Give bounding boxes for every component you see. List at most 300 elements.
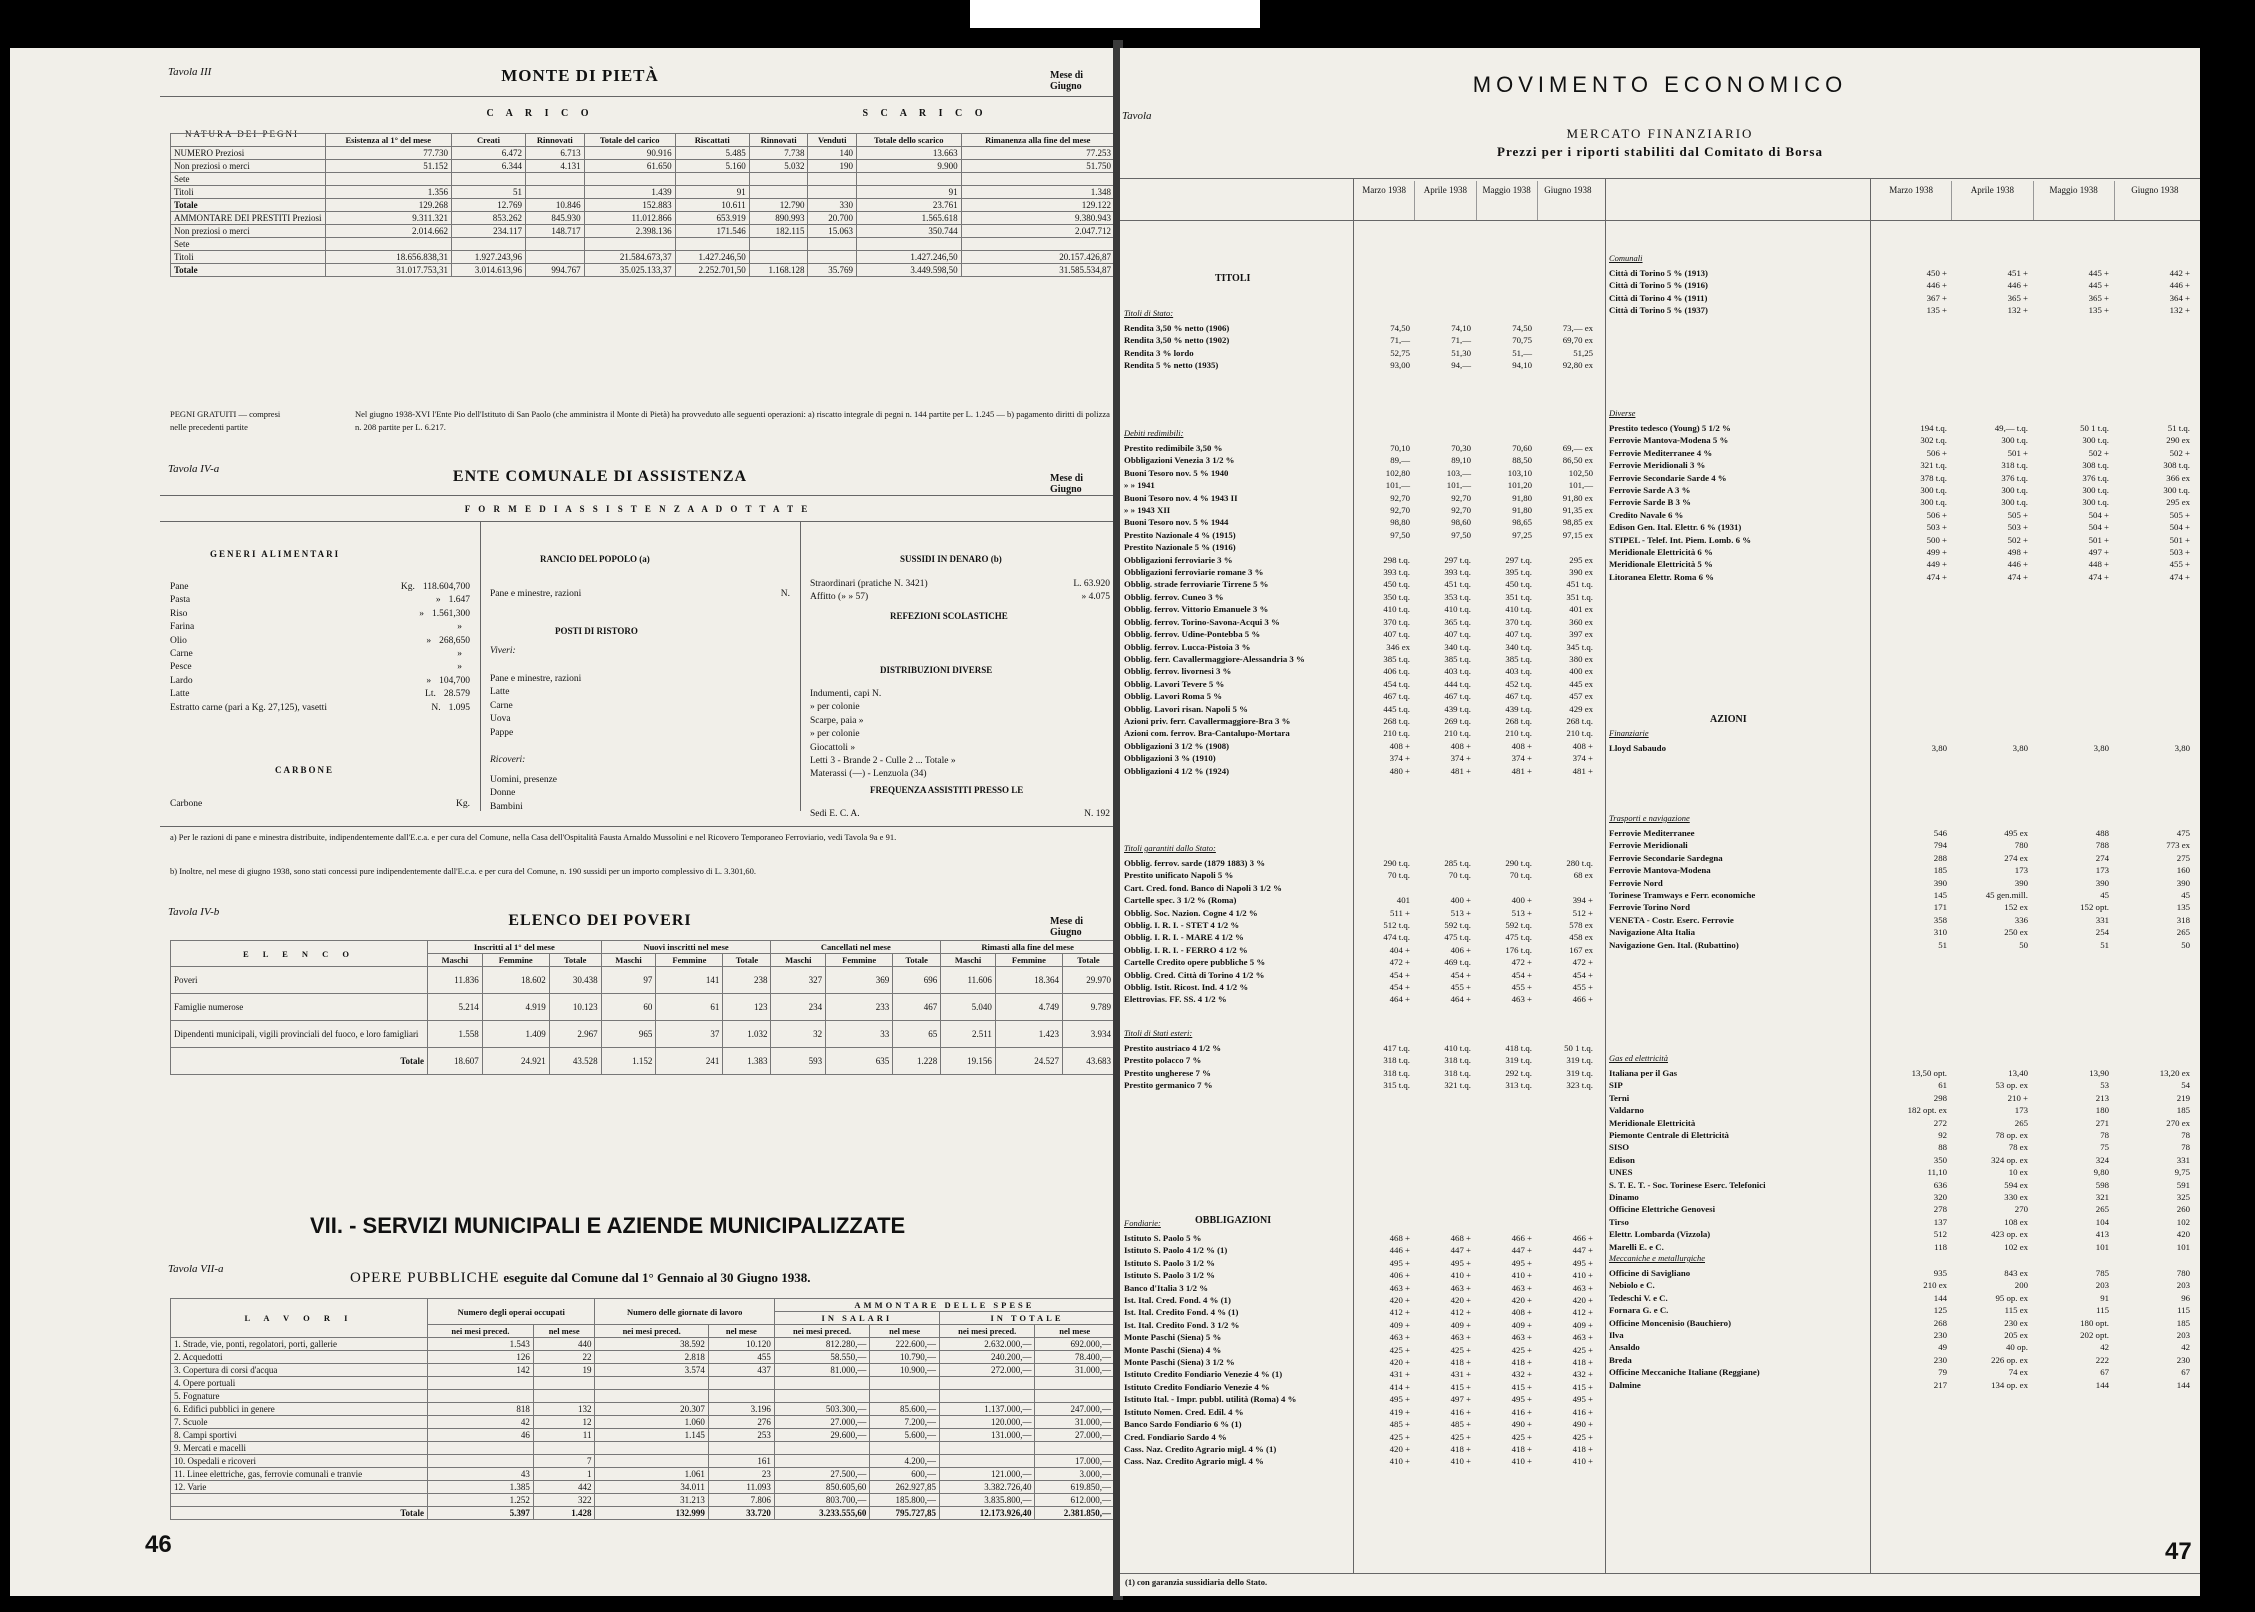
cell-value: 70,75 xyxy=(1512,335,1532,346)
cell-value: 853.262 xyxy=(451,212,525,225)
cell-value: 230 xyxy=(2176,1354,2190,1365)
cell-value: 512 xyxy=(1933,1229,1947,1240)
cell-value: 395 t.q. xyxy=(1505,567,1532,578)
row-label: Buoni Tesoro nov. 5 % 1940 xyxy=(1124,467,1229,478)
cell-value xyxy=(1414,541,1475,553)
cell-value: 182.115 xyxy=(749,225,808,238)
section xyxy=(1124,1218,1597,1468)
row-label: Ilva xyxy=(1609,1330,1624,1341)
table-row xyxy=(1609,484,2194,496)
cell-value: 308 t.q. xyxy=(2082,460,2109,471)
monte-scarico-header: S C A R I C O xyxy=(862,108,988,119)
cell-value: 2.014.662 xyxy=(325,225,451,238)
row-label: Monte Paschi (Siena) 4 % xyxy=(1124,1344,1222,1355)
table-row xyxy=(1124,1455,1597,1467)
row-label: Ist. Ital. Credito Fond. 3 1/2 % xyxy=(1124,1319,1240,1330)
cell-value: 43.528 xyxy=(549,1048,601,1075)
cell-value: 350 t.q. xyxy=(1383,591,1410,602)
poveri-group-1: Nuovi inscritti nel mese xyxy=(601,941,771,954)
cell-value: 429 ex xyxy=(1569,703,1593,714)
section xyxy=(1609,408,2194,583)
cell-value: 425 + xyxy=(1450,1344,1471,1355)
table-row xyxy=(1124,894,1597,906)
section-header: Finanziarie xyxy=(1609,728,1649,738)
cell-value: 31.585.534,87 xyxy=(961,264,1114,277)
ente-distrib-list xyxy=(810,688,1110,782)
row-label: Ist. Ital. Credito Fond. 4 % (1) xyxy=(1124,1307,1239,1318)
section xyxy=(1609,1053,2194,1253)
cell-value: 10.900,— xyxy=(870,1364,940,1377)
cell-value: 2.511 xyxy=(941,1021,996,1048)
row-label: Ferrovie Mantova-Modena 5 % xyxy=(1609,435,1729,446)
poveri-mese: Mese di Giugno xyxy=(1050,916,1084,938)
opere-sub-header: nel mese xyxy=(708,1325,774,1338)
table-row xyxy=(171,1364,1115,1377)
cell-value: 38.592 xyxy=(595,1338,708,1351)
cell-value: 50 xyxy=(2181,939,2190,950)
cell-value: 11.093 xyxy=(708,1481,774,1494)
cell-value xyxy=(708,1442,774,1455)
list-item xyxy=(810,701,1110,714)
table-row xyxy=(1124,578,1597,590)
row-label: Obblig. Istit. Ricost. Ind. 4 1/2 % xyxy=(1124,982,1249,993)
list-item xyxy=(490,673,790,686)
cell-value: 34.011 xyxy=(595,1481,708,1494)
table-row xyxy=(1124,665,1597,677)
table-row xyxy=(1609,279,2194,291)
cell-value: 467 t.q. xyxy=(1383,691,1410,702)
row-label: Istituto Credito Fondiario Venezie 4 % (1) xyxy=(1124,1369,1283,1380)
table-row xyxy=(1124,703,1597,715)
cell-value xyxy=(533,1390,595,1403)
cell-value: 409 + xyxy=(1511,1319,1532,1330)
cell-value: 446 + xyxy=(1389,1245,1410,1256)
cell-value: 265 xyxy=(2095,1204,2109,1215)
cell-value: 503.300,— xyxy=(774,1403,870,1416)
cell-value: 390 xyxy=(2014,877,2028,888)
row-label-text: Preziosi xyxy=(292,213,322,223)
cell-value: 280 t.q. xyxy=(1566,858,1593,868)
cell-value: 696 xyxy=(893,967,941,994)
item-right xyxy=(457,621,470,634)
cell-value: 126 xyxy=(428,1351,534,1364)
cell-value: 51,25 xyxy=(1573,347,1593,358)
cell-value: 2.632.000,— xyxy=(939,1338,1035,1351)
cell-value xyxy=(533,1442,595,1455)
month-header: Aprile 1938 xyxy=(1951,181,2032,221)
table-row xyxy=(1609,1117,2194,1129)
cell-value: 485 + xyxy=(1389,1419,1410,1430)
list-item xyxy=(170,702,470,715)
cell-value: 203 xyxy=(2176,1330,2190,1341)
ente-refezioni-header: REFEZIONI SCOLASTICHE xyxy=(890,611,1008,621)
row-label: Litoranea Elettr. Roma 6 % xyxy=(1609,571,1714,582)
poveri-sub-header: Totale xyxy=(549,954,601,967)
table-row xyxy=(1124,956,1597,968)
table-row xyxy=(1609,839,2194,851)
ente-sussidi-list xyxy=(810,578,1110,605)
cell-value: 410 t.q. xyxy=(1383,604,1410,615)
cell-value: 406 + xyxy=(1450,944,1471,955)
month-header: Giugno 1938 xyxy=(1537,181,1598,221)
cell-value: 1.423 xyxy=(995,1021,1062,1048)
cell-value: 506 + xyxy=(1926,509,1947,520)
list-item xyxy=(170,594,470,607)
opere-subgroup-1: IN TOTALE xyxy=(939,1312,1114,1325)
cell-value: 270 xyxy=(2014,1204,2028,1215)
cell-value: 13.663 xyxy=(856,147,961,160)
table-row xyxy=(171,160,1115,173)
table-row xyxy=(1609,1092,2194,1104)
row-label: Obblig. ferrov. Cuneo 3 % xyxy=(1124,591,1224,602)
cell-value: 446 + xyxy=(2007,280,2028,291)
row-label: Azioni com. ferrov. Bra-Cantalupo-Mortara xyxy=(1124,728,1290,739)
section-header: Titoli garantiti dallo Stato: xyxy=(1124,843,1216,853)
cell-value: 780 xyxy=(2014,840,2028,851)
cell-value xyxy=(774,1390,870,1403)
cell-value: 321 t.q. xyxy=(1920,460,1947,471)
row-label: Città di Torino 5 % (1937) xyxy=(1609,305,1708,316)
cell-value: 1.439 xyxy=(584,186,675,199)
section xyxy=(1609,813,2194,951)
cell-value: 446 + xyxy=(2007,559,2028,570)
item-value: 118.604,700 xyxy=(422,582,470,592)
cell-value: 3.835.800,— xyxy=(939,1494,1035,1507)
cell-value: 300 t.q. xyxy=(2082,497,2109,508)
row-label: Ist. Ital. Cred. Fond. 4 % (1) xyxy=(1124,1295,1231,1306)
cell-value: 210 t.q. xyxy=(1444,728,1471,739)
cell-value: 78 xyxy=(2100,1130,2109,1141)
cell-value: 336 xyxy=(2014,914,2028,925)
cell-value: 222 xyxy=(2095,1354,2109,1365)
table-row xyxy=(1609,509,2194,521)
cell-value xyxy=(675,173,749,186)
cell-value: 410 t.q. xyxy=(1444,1043,1471,1053)
cell-value: 994.767 xyxy=(526,264,585,277)
cell-value: 91 xyxy=(675,186,749,199)
item-unit: » xyxy=(435,595,441,606)
right-sub-title: MERCATO FINANZIARIO xyxy=(1566,126,1754,141)
cell-value: 403 t.q. xyxy=(1444,666,1471,677)
cell-value: 418 + xyxy=(1572,1443,1593,1454)
cell-value: 1.565.618 xyxy=(856,212,961,225)
ente-note-a: a) Per le razioni di pane e minestra distribuite, indipendentemente dall'E.c.a. e per cura del Comune, nella Casa dell'Ospitalità Fausta Arnaldo Mussolini e nel Ricovero Temporaneo Ferroviario, vedi Tavola 9a e 91. xyxy=(170,832,897,842)
ente-ricoveri-sub: Ricoveri: xyxy=(490,755,526,765)
monte-col-header: Totale dello scarico xyxy=(856,134,961,147)
cell-value: 457 ex xyxy=(1569,691,1593,702)
cell-value: 467 xyxy=(893,994,941,1021)
row-label-text: Sete xyxy=(174,174,190,184)
cell-value: 46 xyxy=(428,1429,534,1442)
opere-title-a: OPERE PUBBLICHE xyxy=(350,1270,500,1286)
section xyxy=(1124,843,1597,1006)
cell-value: 1 xyxy=(533,1468,595,1481)
cell-value: 24.527 xyxy=(995,1048,1062,1075)
cell-value: 268 xyxy=(1933,1317,1947,1328)
cell-value: 94,— xyxy=(1451,360,1471,371)
cell-value: 278 xyxy=(1933,1204,1947,1215)
cell-value: 374 + xyxy=(1450,753,1471,764)
cell-value: 413 xyxy=(2095,1229,2109,1240)
row-label: Cred. Fondiario Sardo 4 % xyxy=(1124,1431,1227,1442)
cell-value: 173 xyxy=(2014,865,2028,876)
cell-value: 410 + xyxy=(1511,1456,1532,1467)
row-label: Fornara G. e C. xyxy=(1609,1305,1669,1316)
cell-value: 374 + xyxy=(1511,753,1532,764)
cell-value: 132 xyxy=(533,1403,595,1416)
item-label: Pesce xyxy=(170,662,192,673)
cell-value: 135 xyxy=(2176,902,2190,913)
cell-value: 409 + xyxy=(1572,1319,1593,1330)
cell-value xyxy=(325,173,451,186)
cell-value: 360 ex xyxy=(1569,616,1593,627)
row-label-text: Preziosi xyxy=(215,148,245,158)
cell-value: 230 xyxy=(1933,1354,1947,1365)
row-label: 3. Copertura di corsi d'acqua xyxy=(171,1364,428,1377)
cell-value: 91,35 ex xyxy=(1562,505,1593,516)
table-row xyxy=(1124,1232,1597,1244)
cell-value: 454 + xyxy=(1572,969,1593,980)
cell-value: 5.032 xyxy=(749,160,808,173)
cell-value xyxy=(428,1442,534,1455)
cell-value: 490 + xyxy=(1572,1419,1593,1430)
cell-value: 31.213 xyxy=(595,1494,708,1507)
cell-value: 74,50 xyxy=(1512,323,1532,333)
cell-value: 3,80 xyxy=(2093,743,2109,753)
cell-value: 353 t.q. xyxy=(1444,591,1471,602)
cell-value: 78.400,— xyxy=(1035,1351,1115,1364)
item-label: Olio xyxy=(170,635,187,646)
cell-value: 591 xyxy=(2176,1179,2190,1190)
poveri-title: ELENCO DEI POVERI xyxy=(508,912,692,929)
cell-value: 812.280,— xyxy=(774,1338,870,1351)
cell-value: 449 + xyxy=(1926,559,1947,570)
cell-value: 512 t.q. xyxy=(1383,920,1410,931)
table-row xyxy=(1124,752,1597,764)
table-row xyxy=(1609,1191,2194,1203)
cell-value xyxy=(526,238,585,251)
item-label: Donne xyxy=(490,788,516,799)
cell-value: 272.000,— xyxy=(939,1364,1035,1377)
cell-value: 480 + xyxy=(1389,765,1410,776)
table-row xyxy=(1124,603,1597,615)
opere-sub-header: nei mesi preced. xyxy=(595,1325,708,1338)
cell-value: 226 op. ex xyxy=(1991,1354,2028,1365)
cell-value: 365 + xyxy=(2088,292,2109,303)
cell-value: 593 xyxy=(771,1048,826,1075)
cell-value: 418 t.q. xyxy=(1505,1043,1532,1053)
table-row xyxy=(1124,715,1597,727)
row-label: Obblig. ferrov. Vittorio Emanuele 3 % xyxy=(1124,604,1269,615)
cell-value: 408 + xyxy=(1572,740,1593,751)
cell-value: 2.967 xyxy=(549,1021,601,1048)
cell-value: 43.683 xyxy=(1062,1048,1114,1075)
cell-value: 97,25 xyxy=(1512,529,1532,540)
item-label: Pappe xyxy=(490,727,514,738)
row-label: Ferrovie Meridionali 3 % xyxy=(1609,460,1706,471)
cell-value: 437 xyxy=(708,1364,774,1377)
monte-col-header: Venduti xyxy=(808,134,857,147)
cell-value: 409 + xyxy=(1389,1319,1410,1330)
cell-value: 374 + xyxy=(1389,753,1410,764)
cell-value: 91,80 ex xyxy=(1562,492,1593,503)
item-unit: N. xyxy=(431,702,441,713)
cell-value xyxy=(595,1455,708,1468)
cell-value: 70 t.q. xyxy=(1448,870,1471,881)
cell-value: 495 + xyxy=(1572,1394,1593,1405)
table-row xyxy=(1124,1067,1597,1079)
cell-value: 497 + xyxy=(1450,1394,1471,1405)
cell-value: 1.137.000,— xyxy=(939,1403,1035,1416)
cell-value: 152 opt. xyxy=(2080,902,2109,913)
cell-value: 7.738 xyxy=(749,147,808,160)
cell-value: 265 xyxy=(2176,927,2190,938)
cell-value: 13,40 xyxy=(2008,1068,2028,1078)
cell-value: 440 xyxy=(533,1338,595,1351)
row-label: Obblig. Lavori Roma 5 % xyxy=(1124,691,1222,702)
cell-value xyxy=(1475,541,1536,553)
opere-group-1: Numero delle giornate di lavoro xyxy=(595,1299,774,1325)
cell-value: 53 op. ex xyxy=(1995,1080,2028,1091)
table-row xyxy=(1124,1431,1597,1443)
cell-value: 365 + xyxy=(2007,292,2028,303)
cell-value: 425 + xyxy=(1450,1431,1471,1442)
row-label: Cass. Naz. Credito Agrario migl. 4 % (1) xyxy=(1124,1443,1277,1454)
cell-value: 321 t.q. xyxy=(1444,1080,1471,1091)
row-label: Obblig. Soc. Nazion. Cogne 4 1/2 % xyxy=(1124,907,1258,918)
cell-value: 407 t.q. xyxy=(1444,629,1471,640)
cell-value: 68 ex xyxy=(1573,870,1593,881)
cell-value: 446 + xyxy=(1926,280,1947,291)
table-row xyxy=(1124,857,1597,869)
cell-value xyxy=(1536,882,1597,894)
row-label: Cart. Cred. fond. Banco di Napoli 3 1/2 % xyxy=(1124,882,1282,893)
cell-value: 636 xyxy=(1933,1179,1947,1190)
table-row xyxy=(1124,467,1597,479)
table-row xyxy=(1124,1257,1597,1269)
cell-value: 91,80 xyxy=(1512,505,1532,516)
item-right xyxy=(426,675,470,688)
cell-value: 409 + xyxy=(1450,1319,1471,1330)
ente-rancio-row xyxy=(490,588,790,601)
row-label: Edison xyxy=(1609,1154,1635,1165)
cell-value: 144 xyxy=(2095,1379,2109,1390)
cell-value: 350.744 xyxy=(856,225,961,238)
cell-value: 97,50 xyxy=(1451,529,1471,540)
cell-value: 260 xyxy=(2176,1204,2190,1215)
poveri-sub-header: Maschi xyxy=(428,954,483,967)
cell-value: 376 t.q. xyxy=(2001,472,2028,483)
cell-value: 488 xyxy=(2095,828,2109,838)
cell-value: 210 t.q. xyxy=(1566,728,1593,739)
cell-value: 313 t.q. xyxy=(1505,1080,1532,1091)
row-label xyxy=(171,199,326,212)
section-header: Diverse xyxy=(1609,408,1636,418)
table-row xyxy=(1609,901,2194,913)
cell-value: 444 t.q. xyxy=(1444,678,1471,689)
table-row xyxy=(1609,534,2194,546)
cell-value: 27.000,— xyxy=(1035,1429,1115,1442)
row-label: Obblig. Lavori Tevere 5 % xyxy=(1124,678,1225,689)
cell-value: 40 op. xyxy=(2006,1342,2028,1353)
cell-value: 318 t.q. xyxy=(1444,1067,1471,1078)
cell-value: 3.934 xyxy=(1062,1021,1114,1048)
cell-value: 65 xyxy=(893,1021,941,1048)
cell-value: 451 t.q. xyxy=(1444,579,1471,590)
cell-value: 7.806 xyxy=(708,1494,774,1507)
cell-value: 51 xyxy=(2100,939,2109,950)
section xyxy=(1609,253,2194,317)
item-unit: » xyxy=(457,662,462,673)
cell-value: 366 ex xyxy=(2166,472,2190,483)
table-row xyxy=(1124,678,1597,690)
cell-value: 91,80 xyxy=(1512,492,1532,503)
table-row xyxy=(1609,939,2194,951)
cell-value: 495 + xyxy=(1511,1257,1532,1268)
row-group: NUMERO xyxy=(174,148,214,158)
cell-value: 3.574 xyxy=(595,1364,708,1377)
ente-ricoveri-list xyxy=(490,774,790,814)
row-label: Obblig. I. R. I. - STET 4 1/2 % xyxy=(1124,920,1240,931)
row-label: Rendita 3,50 % netto (1906) xyxy=(1124,323,1230,333)
cell-value: 653.919 xyxy=(675,212,749,225)
table-row xyxy=(1609,521,2194,533)
cell-value: 455 + xyxy=(2169,559,2190,570)
month-header: Maggio 1938 xyxy=(1476,181,1537,221)
cell-value: 144 xyxy=(2176,1379,2190,1390)
cell-value: 414 + xyxy=(1389,1381,1410,1392)
row-label: Prestito austriaco 4 1/2 % xyxy=(1124,1043,1222,1053)
cell-value: 97,50 xyxy=(1390,529,1410,540)
cell-value: 90.916 xyxy=(584,147,675,160)
table-row xyxy=(1124,492,1597,504)
list-item xyxy=(170,661,470,674)
cell-value: 152 ex xyxy=(2004,902,2028,913)
cell-value: 300 t.q. xyxy=(2001,485,2028,496)
table-row xyxy=(171,1048,1115,1075)
ente-tavola-label: Tavola IV-a xyxy=(168,463,220,475)
table-row xyxy=(171,199,1115,212)
row-label: Prestito ungherese 7 % xyxy=(1124,1067,1211,1078)
cell-value: 350 xyxy=(1933,1154,1947,1165)
cell-value xyxy=(774,1455,870,1468)
cell-value: 74,50 xyxy=(1390,323,1410,333)
cell-value xyxy=(675,238,749,251)
table-row xyxy=(1124,1393,1597,1405)
cell-value: 101,— xyxy=(1568,480,1593,491)
table-row xyxy=(1609,1154,2194,1166)
cell-value: 171 xyxy=(1933,902,1947,913)
list-item xyxy=(810,591,1110,604)
cell-value: 290 ex xyxy=(2166,435,2190,446)
cell-value: 503 + xyxy=(1926,522,1947,533)
cell-value: 11.606 xyxy=(941,967,996,994)
item-label: » per colonie xyxy=(810,702,860,713)
cell-value: 2.047.712 xyxy=(961,225,1114,238)
table-row xyxy=(1609,914,2194,926)
monte-carico-header: C A R I C O xyxy=(486,108,594,119)
cell-value xyxy=(451,173,525,186)
cell-value: 463 + xyxy=(1389,1332,1410,1343)
list-item xyxy=(810,742,1110,755)
cell-value: 463 + xyxy=(1450,1282,1471,1293)
row-label: 2. Acquedotti xyxy=(171,1351,428,1364)
row-label: UNES xyxy=(1609,1167,1633,1178)
cell-value: 420 + xyxy=(1511,1295,1532,1306)
cell-value: 91 xyxy=(856,186,961,199)
cell-value: 250 ex xyxy=(2004,927,2028,938)
cell-value: 31.000,— xyxy=(1035,1416,1115,1429)
